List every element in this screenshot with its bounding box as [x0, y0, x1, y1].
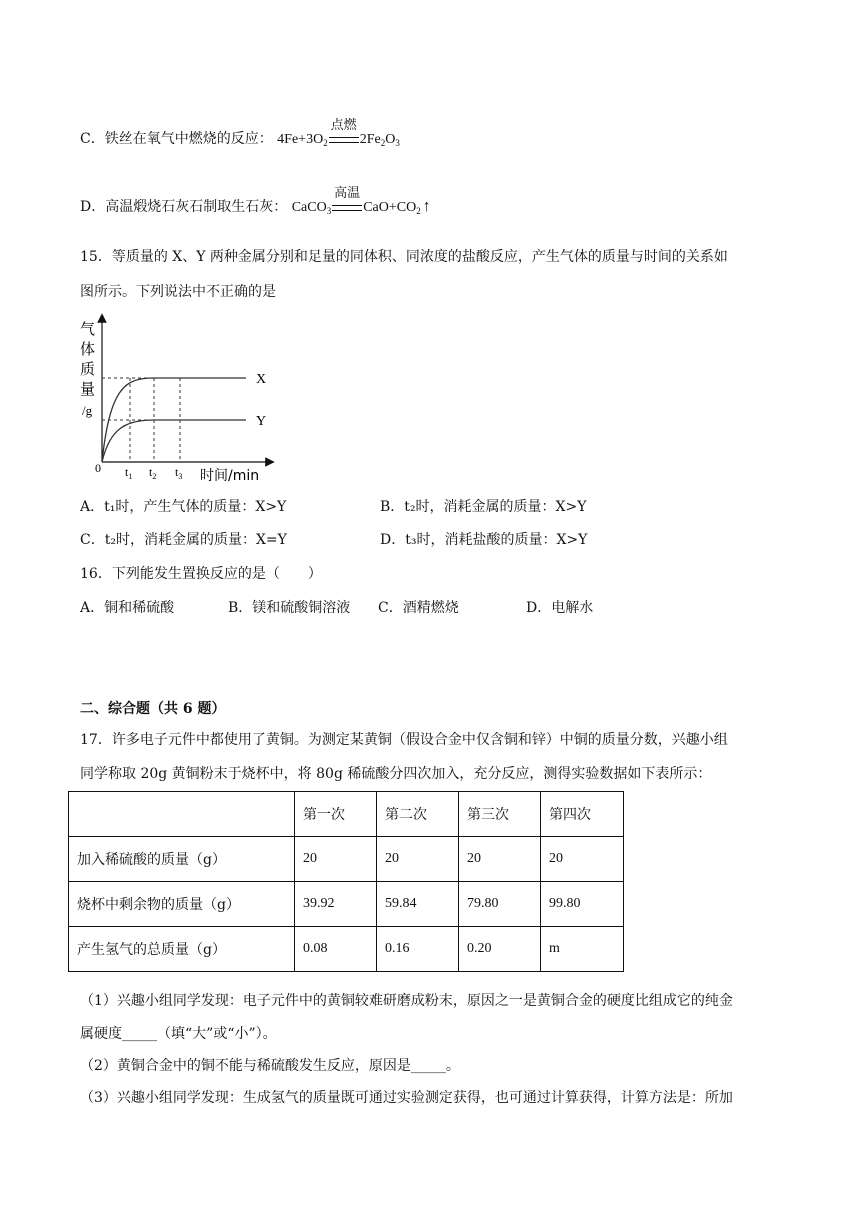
- condition-text: 点燃: [330, 117, 357, 132]
- table-cell: 0.20: [459, 927, 541, 972]
- y-axis-label: [80, 320, 95, 398]
- eq-sub: 2: [323, 138, 328, 148]
- table-cell: 79.80: [459, 882, 541, 927]
- reaction-condition: [332, 185, 362, 216]
- reaction-condition: [329, 117, 359, 148]
- q17-sub1-line1: （1）兴趣小组同学发现：电子元件中的黄铜较难研磨成粉末，原因之一是黄铜合金的硬度比组成它的纯金: [80, 993, 733, 1009]
- q16-stem: 16．下列能发生置换反应的是（ ）: [80, 566, 322, 582]
- q16-option-a: A．铜和稀硫酸: [80, 600, 175, 616]
- table-cell: 加入稀硫酸的质量（g）: [69, 837, 295, 882]
- q15-stem-line1: 15．等质量的 X、Y 两种金属分别和足量的同体积、同浓度的盐酸反应，产生气体的质量与时间的关系如: [80, 249, 728, 265]
- table-header-cell: 第一次: [295, 792, 377, 837]
- eq-sub: 2: [416, 206, 421, 216]
- tick-label-t2: $t_2$: [149, 465, 157, 481]
- table-cell: 59.84: [377, 882, 459, 927]
- table-header-cell: 第二次: [377, 792, 459, 837]
- q14-option-c: [80, 117, 400, 148]
- equals-bar: [329, 137, 359, 143]
- table-cell: 20: [377, 837, 459, 882]
- q17-sub3: （3）兴趣小组同学发现：生成氢气的质量既可通过实验测定获得，也可通过计算获得，计算方法是：所加: [80, 1090, 733, 1106]
- series-label-Y: Y: [256, 414, 267, 429]
- q15-option-b: B．t₂时，消耗金属的质量：X>Y: [380, 499, 587, 515]
- eq-left: CaCO: [291, 200, 327, 215]
- q16-option-d: D．电解水: [526, 600, 594, 616]
- q15-option-a: A．t₁时，产生气体的质量：X>Y: [80, 499, 287, 515]
- eq-sub: 3: [395, 138, 400, 148]
- equals-bar: [332, 205, 362, 211]
- table-cell: 99.80: [541, 882, 624, 927]
- q15-stem-line2: 图所示。下列说法中不正确的是: [80, 284, 276, 300]
- y-axis-label-char: 质: [80, 360, 96, 378]
- table-cell: 0.16: [377, 927, 459, 972]
- table-cell: m: [541, 927, 624, 972]
- table-cell: 20: [541, 837, 624, 882]
- table-row: [69, 882, 624, 927]
- q17-stem-line2: 同学称取 20g 黄铜粉末于烧杯中，将 80g 稀硫酸分四次加入，充分反应，测得实验数据如下表所示：: [80, 766, 712, 782]
- equation-caco3-decomp: [291, 185, 431, 216]
- eq-right: CaO+CO: [363, 200, 417, 215]
- q17-stem-line1: 17．许多电子元件中都使用了黄铜。为测定某黄铜（假设合金中仅含铜和锌）中铜的质量分数，兴趣小组: [80, 732, 728, 748]
- q14-option-d: [80, 185, 431, 216]
- experiment-data-table: [68, 791, 624, 972]
- tick-label-t3: $t_3$: [175, 465, 183, 481]
- eq-left: 4Fe+3O: [277, 132, 324, 147]
- table-row: [69, 927, 624, 972]
- eq-right-mid: O: [385, 132, 396, 147]
- gas-arrow-icon: ↑: [422, 198, 431, 215]
- table-row: [69, 792, 624, 837]
- table-cell: 20: [295, 837, 377, 882]
- q15-option-c: C．t₂时，消耗金属的质量：X=Y: [80, 532, 287, 548]
- q14-c-label: C．铁丝在氧气中燃烧的反应：: [80, 131, 273, 147]
- table-cell: 20: [459, 837, 541, 882]
- series-curve-Y: [102, 420, 154, 462]
- table-header-cell: 第三次: [459, 792, 541, 837]
- q16-option-c: C．酒精燃烧: [378, 600, 459, 616]
- table-header-cell: [69, 792, 295, 837]
- q14-d-label: D．高温煅烧石灰石制取生石灰：: [80, 199, 288, 215]
- eq-sub: 3: [326, 206, 332, 216]
- chart-marks: [102, 372, 266, 481]
- eq-sub: 2: [380, 138, 386, 148]
- table-row: [69, 837, 624, 882]
- y-axis-unit: /g: [82, 403, 93, 418]
- table-cell: 产生氢气的总质量（g）: [69, 927, 295, 972]
- origin-label: 0: [95, 461, 101, 475]
- y-axis-label-char: 体: [80, 340, 96, 358]
- section-title: 二、综合题（共 6 题）: [80, 701, 226, 717]
- equation-fe-combustion: [277, 117, 400, 148]
- tick-label-t1: $t_1$: [125, 465, 133, 481]
- condition-text: 高温: [334, 185, 361, 200]
- q16-option-b: B．镁和硫酸铜溶液: [228, 600, 351, 616]
- table-cell: 0.08: [295, 927, 377, 972]
- gas-mass-time-chart: [70, 312, 280, 488]
- table-cell: 39.92: [295, 882, 377, 927]
- y-axis-label-char: 量: [80, 380, 96, 398]
- y-axis-label-char: 气: [80, 320, 96, 338]
- q17-sub2: （2）黄铜合金中的铜不能与稀硫酸发生反应，原因是_____。: [80, 1058, 460, 1074]
- q17-sub1-line2: 属硬度_____（填“大”或“小”）。: [80, 1026, 277, 1042]
- table-header-cell: 第四次: [541, 792, 624, 837]
- q15-option-d: D．t₃时，消耗盐酸的质量：X>Y: [380, 532, 588, 548]
- x-axis-label: 时间/min: [200, 468, 260, 484]
- eq-right: 2Fe: [359, 132, 381, 147]
- series-label-X: X: [256, 372, 267, 387]
- table-cell: 烧杯中剩余物的质量（g）: [69, 882, 295, 927]
